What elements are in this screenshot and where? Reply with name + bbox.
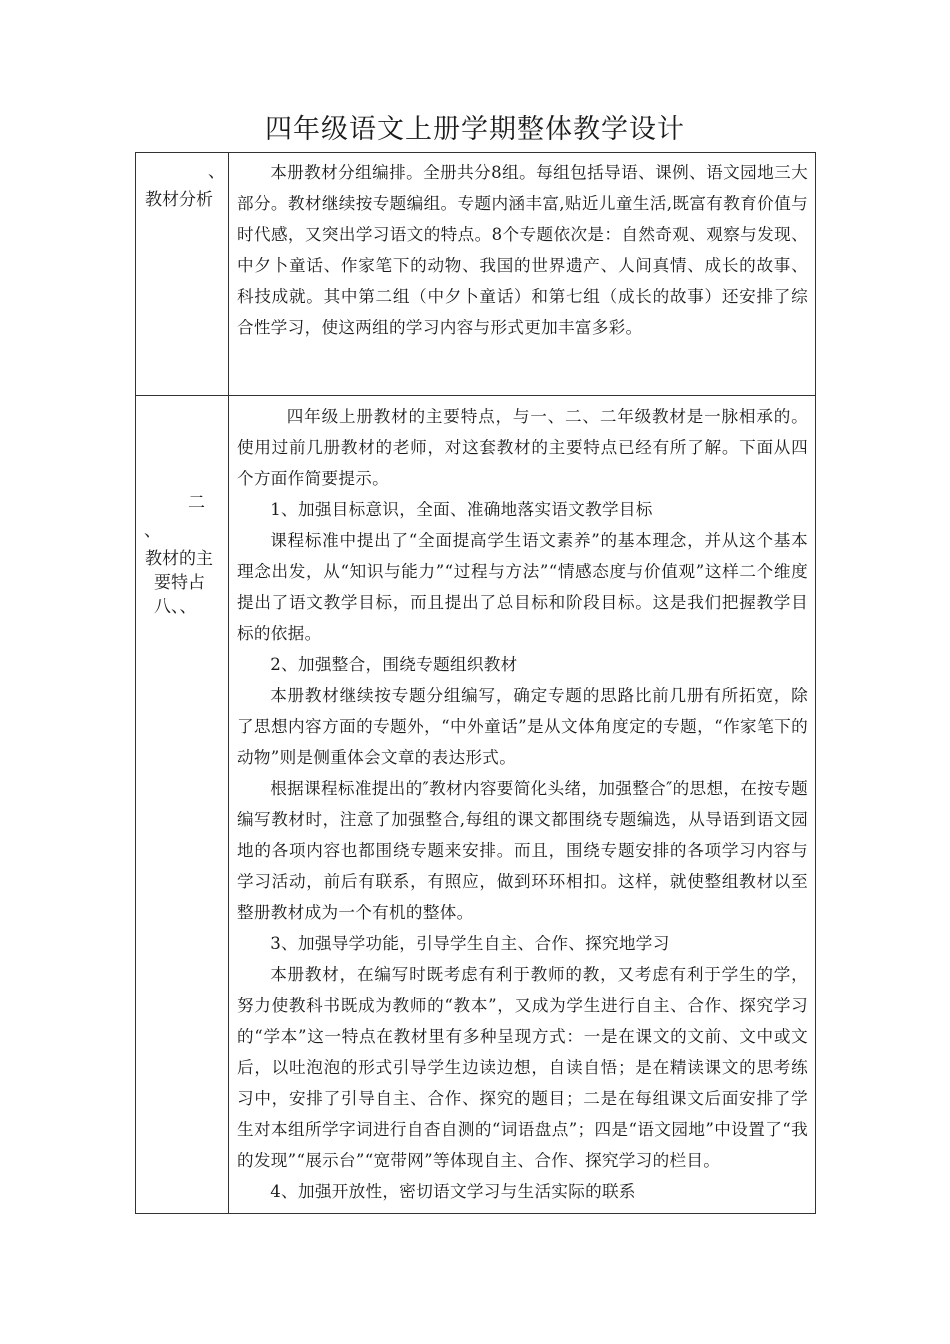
label-cell-2 bbox=[136, 396, 229, 1214]
content-cell-2 bbox=[230, 396, 815, 1214]
point-4-heading: 4、加强开放性，密切语文学习与生活实际的联系 bbox=[270, 1182, 636, 1201]
point-2-heading: 2、加强整合，围绕专题组织教材 bbox=[270, 655, 518, 674]
section-2-mark: 、 bbox=[144, 521, 161, 541]
point-3-heading: 3、加强导学功能，引导学生自主、合作、探究地学习 bbox=[270, 934, 670, 953]
document-title: 四年级语文上册学期整体教学设计 bbox=[265, 114, 685, 145]
section-1-label: 教材分析 bbox=[145, 190, 213, 210]
table-row-textbook-analysis bbox=[136, 153, 815, 396]
label-cell-1 bbox=[136, 153, 229, 395]
point-1-text: 课程标准中提出了“全面提高学生语文素养”的基本理念，并从这个基本理念出发，从“知识与能力”“过程与方法”“情感态度与价值观”这样二个维度提出了语文教学目标，而且提出了总目标和阶段目标。这是我们把握教学目标的依据。 bbox=[237, 531, 808, 643]
section-2-intro: 四年级上册教材的主要特点，与一、二、二年级教材是一脉相承的。使用过前几册教材的老师，对这套教材的主要特点已经有所了解。下面从四个方面作简要提示。 bbox=[237, 407, 808, 488]
section-1-mark: 、 bbox=[208, 162, 225, 182]
section-2-number: 二 bbox=[188, 493, 205, 513]
point-2-text-b: 根据课程标准提出的″教材内容要简化头绪，加强整合″的思想，在按专题编写教材时，注意了加强整合,每组的课文都围绕专题编选，从导语到语文园地的各项内容也都围绕专题来安排。而且，围绕专题安排的各项学习内容与学习活动，前后有联系，有照应，做到环环相扣。这样，就使整组教材以至整册教材成为一个有机的整体。 bbox=[237, 779, 808, 922]
section-2-label-line-2: 要特占 bbox=[154, 573, 205, 593]
section-2-label-line-3: 八、、 bbox=[154, 597, 197, 617]
point-2-text-a: 本册教材继续按专题分组编写，确定专题的思路比前几册有所拓宽，除了思想内容方面的专题外，“中外童话”是从文体角度定的专题，“作家笔下的动物”则是侧重体会文章的表达形式。 bbox=[237, 686, 808, 767]
table-row-main-features bbox=[136, 396, 815, 1214]
content-cell-1 bbox=[230, 153, 815, 395]
point-1-heading: 1、加强目标意识，全面、准确地落实语文教学目标 bbox=[270, 500, 653, 519]
point-3-text: 本册教材，在编写时既考虑有利于教师的教，又考虑有利于学生的学，努力使教科书既成为教师的“教本”，又成为学生进行自主、合作、探究学习的“学本”这一特点在教材里有多种呈现方式：一是在课文的文前、文中或文后，以吐泡泡的形式引导学生边读边想，自读自悟；是在精读课文的思考练习中，安排了引导自主、合作、探究的题目；二是在每组课文后面安排了学生对本组所学字词进行自杳自测的“词语盘点”；四是“语文园地”中设置了“我的发现”“展示台”“宽带网”等体现自主、合作、探究学习的栏目。 bbox=[237, 965, 808, 1170]
section-2-label-line-1: 教材的主 bbox=[145, 549, 213, 569]
section-1-text: 本册教材分组编排。全册共分8组。每组包括导语、课例、语文园地三大部分。教材继续按专题编组。专题内涵丰富,贴近儿童生活,既富有教育价值与时代感，又突出学习语文的特点。8个专题依次是：自然奇观、观察与发现、中夕卜童话、作家笔下的动物、我国的世界遗产、人间真情、成长的故事、科技成就。其中第二组（中夕卜童话）和第七组（成长的故事）还安排了综合性学习，使这两组的学习内容与形式更加丰富多彩。 bbox=[237, 163, 808, 337]
content-table bbox=[135, 152, 816, 1214]
